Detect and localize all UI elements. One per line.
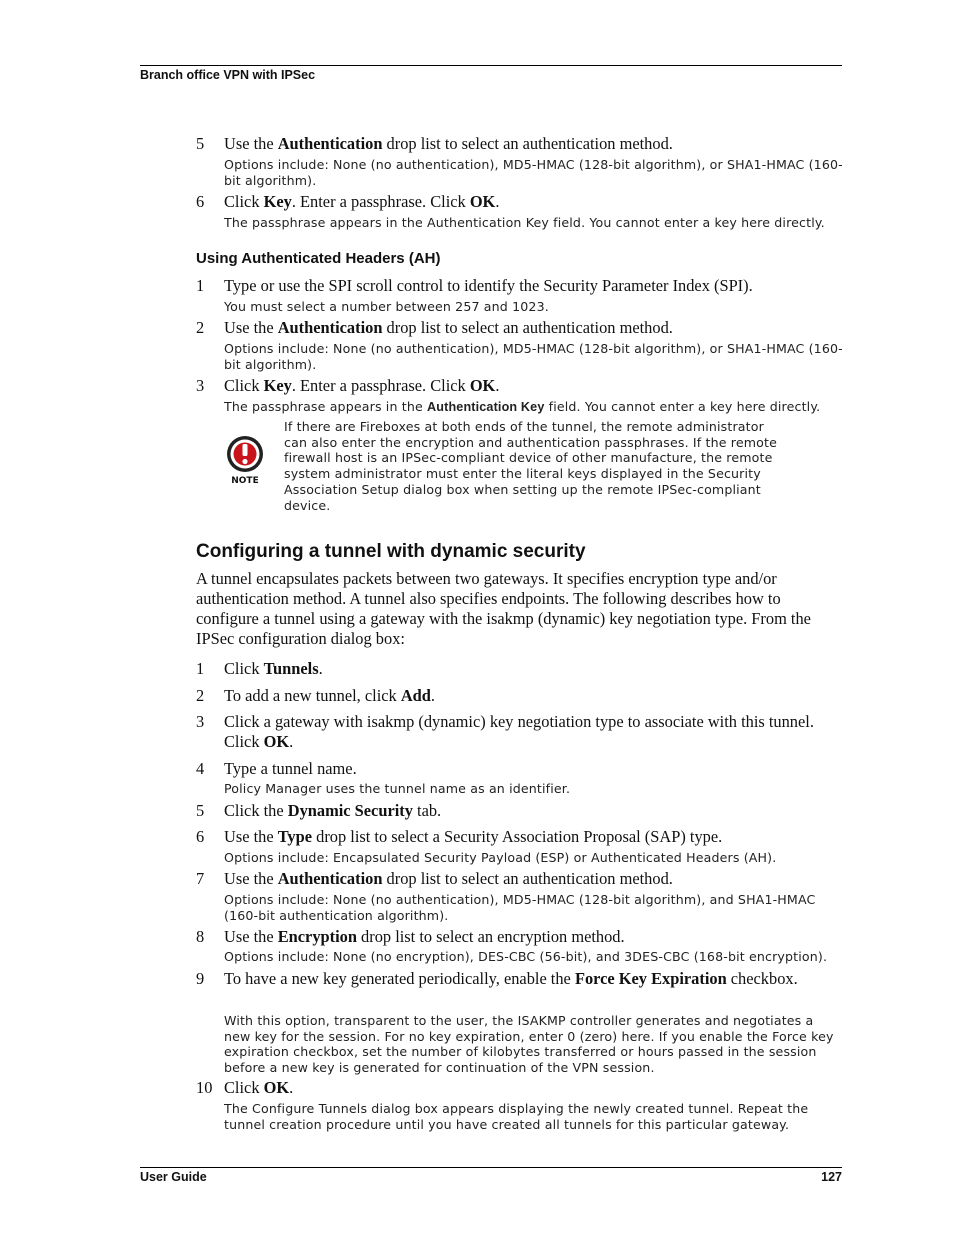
- footer-rule: [140, 1167, 842, 1168]
- dyn-step-7: 7 Use the Authentication drop list to select an authentication method.: [196, 869, 673, 888]
- dyn-step-8: 8 Use the Encryption drop list to select an encryption method.: [196, 927, 625, 946]
- section-heading-ah: Using Authenticated Headers (AH): [196, 250, 441, 267]
- dyn-step-9-detail: With this option, transparent to the user, the ISAKMP controller generates and negotiates a new key for the session. For no key expiration, enter 0 (zero) here. If you enable the Force key expiration checkbox, set the number of kilobytes transferred or hours passed in the session before a new key is generated for continuation of the VPN session.: [224, 1013, 834, 1076]
- dyn-step-4-detail: Policy Manager uses the tunnel name as an identifier.: [224, 781, 571, 796]
- page-number: 127: [821, 1170, 842, 1184]
- ah-step-1-detail: You must select a number between 257 and 1023.: [224, 299, 549, 314]
- step-5: 5 Use the Authentication drop list to select an authentication method.: [196, 134, 673, 153]
- ah-step-3: 3 Click Key. Enter a passphrase. Click OK.: [196, 376, 500, 395]
- note-icon: [224, 433, 268, 487]
- dyn-step-8-detail: Options include: None (no encryption), DES-CBC (56-bit), and 3DES-CBC (168-bit encryption).: [224, 949, 828, 964]
- ah-step-1: 1 Type or use the SPI scroll control to identify the Security Parameter Index (SPI).: [196, 276, 753, 295]
- ui-term: Authentication: [277, 134, 383, 153]
- step-5-detail: Options include: None (no authentication), MD5-HMAC (128-bit algorithm), or SHA1-HMAC (160-bit algorithm).: [224, 157, 843, 188]
- dyn-step-6-detail: Options include: Encapsulated Security Payload (ESP) or Authenticated Headers (AH).: [224, 850, 777, 865]
- ah-step-3-detail: The passphrase appears in the Authentication Key field. You cannot enter a key here directly.: [224, 399, 821, 414]
- step-number: 5: [196, 134, 205, 153]
- footer-doc-title: User Guide: [140, 1170, 207, 1184]
- dyn-step-6: 6 Use the Type drop list to select a Security Association Proposal (SAP) type.: [196, 827, 723, 846]
- step-6: 6 Click Key. Enter a passphrase. Click OK.: [196, 192, 500, 211]
- dyn-step-2: 2 To add a new tunnel, click Add.: [196, 686, 436, 705]
- section-heading-dynamic: Configuring a tunnel with dynamic security: [196, 541, 586, 562]
- dyn-step-10: 10 Click OK.: [196, 1078, 294, 1097]
- ah-step-2: 2 Use the Authentication drop list to select an authentication method.: [196, 318, 673, 337]
- running-header: Branch office VPN with IPSec: [140, 68, 316, 82]
- header-rule: [140, 65, 842, 66]
- intro-paragraph: A tunnel encapsulates packets between two gateways. It specifies encryption type and/or authentication method. A tunnel also specifies endpoints. The following describes how to configure a tunnel using a gateway with the isakmp (dynamic) key negotiation type. From the IPSec configuration dialog box:: [196, 569, 811, 648]
- dyn-step-7-detail: Options include: None (no authentication), MD5-HMAC (128-bit algorithm), and SHA1-HMAC (160-bit authentication algorithm).: [224, 892, 816, 923]
- dyn-step-10-detail: The Configure Tunnels dialog box appears displaying the newly created tunnel. Repeat the tunnel creation procedure until you have created all tunnels for this particular gateway.: [224, 1101, 809, 1132]
- note-text: If there are Fireboxes at both ends of the tunnel, the remote administrator can also enter the encryption and authentication passphrases. If the remote firewall host is an IPSec-compliant device of other manufacture, the remote system administrator must enter the literal keys displayed in the Security Association Setup dialog box when setting up the remote IPSec-compliant device.: [284, 419, 777, 513]
- step-number: 6: [196, 192, 205, 211]
- dyn-step-4: 4 Type a tunnel name.: [196, 759, 357, 778]
- step-6-detail: The passphrase appears in the Authentication Key field. You cannot enter a key here directly.: [224, 215, 825, 230]
- note-icon-label: NOTE: [231, 476, 259, 486]
- dyn-step-9: 9 To have a new key generated periodically, enable the Force Key Expiration checkbox.: [196, 969, 798, 988]
- dyn-step-1: 1 Click Tunnels.: [196, 659, 323, 678]
- dyn-step-5: 5 Click the Dynamic Security tab.: [196, 801, 442, 820]
- ah-step-2-detail: Options include: None (no authentication), MD5-HMAC (128-bit algorithm), or SHA1-HMAC (160-bit algorithm).: [224, 341, 843, 372]
- dyn-step-3: 3 Click a gateway with isakmp (dynamic) key negotiation type to associate with this tunnel. Click OK.: [196, 712, 814, 751]
